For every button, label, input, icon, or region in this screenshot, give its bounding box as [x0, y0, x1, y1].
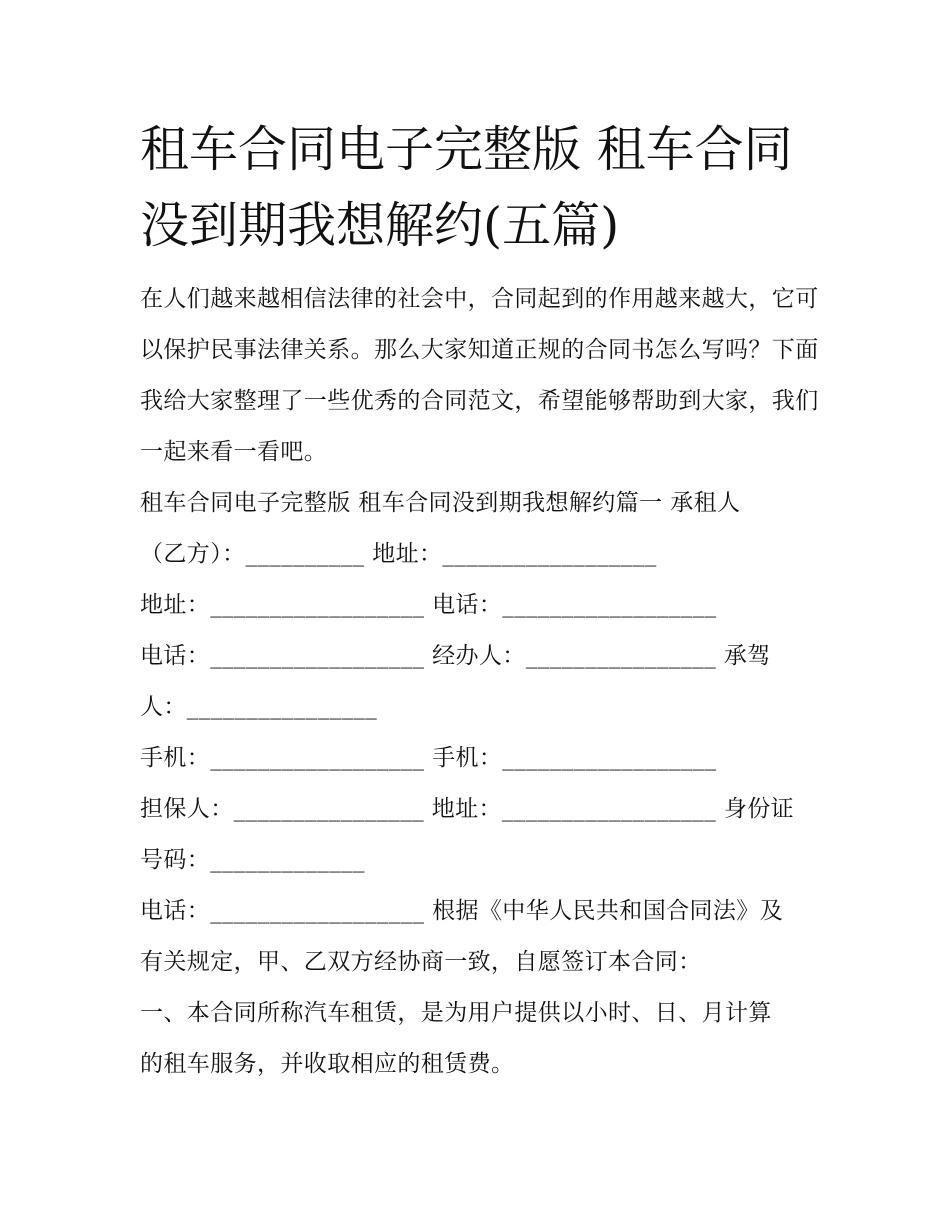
body-line: 人：________________: [140, 694, 378, 720]
body-line: 电话：__________________ 根据《中华人民共和国合同法》及: [140, 898, 784, 924]
intro-paragraph: 在人们越来越相信法律的社会中，合同起到的作用越来越大，它可以保护民事法律关系。那么大家知道正规的合同书怎么写吗？下面我给大家整理了一些优秀的合同范文，希望能够帮助到大家，我们一起来看一看吧。: [140, 286, 819, 465]
body-line: 手机：__________________ 手机：__________________: [140, 745, 717, 771]
body-line: 担保人：________________ 地址：__________________ 身份证: [140, 796, 795, 822]
body-line: 有关规定，甲、乙双方经协商一致，自愿签订本合同：: [140, 949, 702, 975]
body-line: （乙方）：__________ 地址：__________________: [140, 541, 657, 567]
document-page: [140, 112, 820, 1090]
body-line: 一、本合同所称汽车租赁，是为用户提供以小时、日、月计算: [140, 1000, 772, 1026]
body-line: 号码：_____________: [140, 847, 365, 873]
body-line: 电话：__________________ 经办人：________________ 承驾: [140, 643, 771, 669]
body-line: 租车合同电子完整版 租车合同没到期我想解约篇一 承租人: [140, 490, 741, 516]
document-title: 租车合同电子完整版 租车合同没到期我想解约(五篇): [140, 121, 793, 254]
body-line: 的租车服务，并收取相应的租赁费。: [140, 1051, 515, 1077]
body-line: 地址：__________________ 电话：__________________: [140, 592, 717, 618]
